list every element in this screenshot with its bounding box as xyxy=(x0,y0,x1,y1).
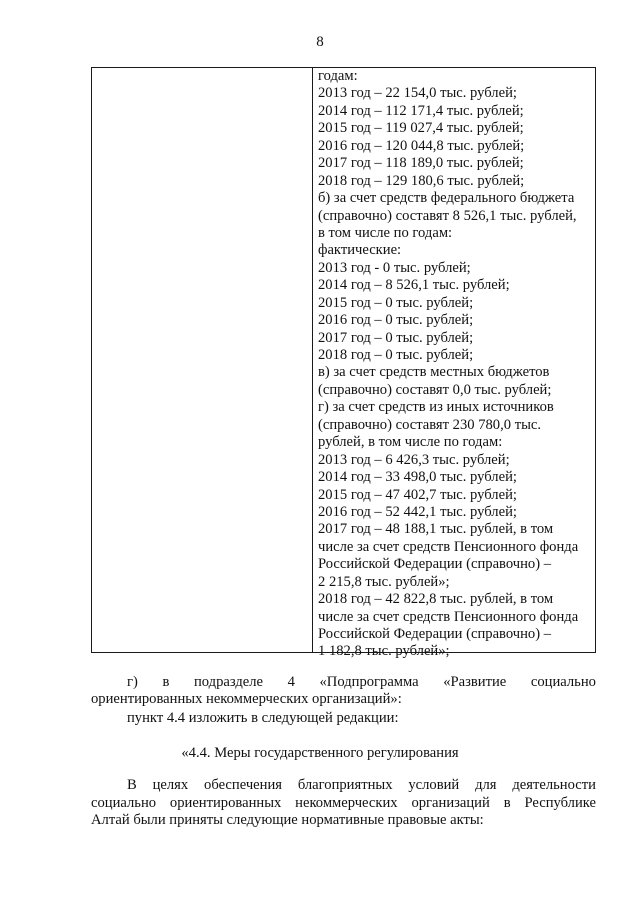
table-text-line: 2017 год – 0 тыс. рублей; xyxy=(318,329,474,346)
word: «Подпрограмма xyxy=(319,674,419,690)
table-text-line: годам: xyxy=(318,68,358,84)
table-text-line: в) за счет средств местных бюджетов xyxy=(318,364,550,381)
word: в xyxy=(503,794,511,811)
table-text-line: 2015 год – 119 027,4 тыс. рублей; xyxy=(318,120,524,137)
word: г) xyxy=(127,674,138,690)
table-text-line: б) за счет средств федерального бюджета xyxy=(318,190,575,207)
body-line-3: Алтай были приняты следующие нормативные правовые акты: xyxy=(91,812,484,828)
word: обеспечения xyxy=(204,777,282,793)
table-text-line: 2016 год – 120 044,8 тыс. рублей; xyxy=(318,137,525,154)
table-text-line: 2017 год – 48 188,1 тыс. рублей, в том xyxy=(318,521,554,538)
table-right-cell xyxy=(318,68,594,661)
table-text-line: (справочно) составят 8 526,1 тыс. рублей, xyxy=(318,207,577,224)
table-text-line: 2018 год – 42 822,8 тыс. рублей, в том xyxy=(318,591,554,608)
table-text-line: 1 182,8 тыс. рублей»; xyxy=(318,643,450,660)
amendment-line-2: ориентированных некоммерческих организаций»: xyxy=(91,691,402,707)
word: Республике xyxy=(524,794,596,811)
amendment-instruction: пункт 4.4 изложить в следующей редакции: xyxy=(127,710,399,726)
table-text-line: 2014 год – 33 498,0 тыс. рублей; xyxy=(318,469,517,486)
word: организаций xyxy=(411,794,490,811)
word: социально xyxy=(530,674,596,690)
table-text-line: 2016 год – 0 тыс. рублей; xyxy=(318,312,474,329)
table-text-line: г) за счет средств из иных источников xyxy=(318,399,554,416)
table-text-line: рублей, в том числе по годам: xyxy=(318,434,503,451)
table-text-line: 2014 год – 112 171,4 тыс. рублей; xyxy=(318,102,524,119)
word: «Развитие xyxy=(443,674,507,690)
table-text-line: 2015 год – 47 402,7 тыс. рублей; xyxy=(318,486,517,503)
body-line-1 xyxy=(91,777,596,795)
word: В xyxy=(127,777,137,793)
word: социально xyxy=(91,794,157,811)
table-text-line: 2014 год – 8 526,1 тыс. рублей; xyxy=(318,277,510,294)
table-text-line: 2 215,8 тыс. рублей»; xyxy=(318,573,450,590)
section-heading: «4.4. Меры государственного регулирования xyxy=(181,745,459,761)
table-text-line: 2015 год – 0 тыс. рублей; xyxy=(318,294,474,311)
page-number: 8 xyxy=(316,34,324,50)
table-text-line: Российской Федерации (справочно) – xyxy=(318,626,552,642)
funding-table xyxy=(91,67,596,660)
word: благоприятных xyxy=(297,777,393,793)
table-text-line: фактические: xyxy=(318,242,402,259)
table-text-line: 2013 год – 6 426,3 тыс. рублей; xyxy=(318,451,510,468)
body-paragraph xyxy=(91,777,596,830)
table-left-cell xyxy=(92,68,312,652)
word: целях xyxy=(152,777,189,793)
amendment-paragraph xyxy=(91,674,596,708)
word: некоммерческих xyxy=(295,794,398,811)
table-text-line: (справочно) составят 0,0 тыс. рублей; xyxy=(318,381,552,398)
word: подразделе xyxy=(193,674,264,690)
word: условий xyxy=(408,777,460,793)
table-text-line: 2016 год – 52 442,1 тыс. рублей; xyxy=(318,503,517,520)
table-text-line: 2013 год - 0 тыс. рублей; xyxy=(318,259,471,276)
table-text-line: (справочно) составят 230 780,0 тыс. xyxy=(318,416,542,433)
word: в xyxy=(162,674,170,690)
table-text-line: 2018 год – 0 тыс. рублей; xyxy=(318,347,474,363)
word: для xyxy=(475,777,497,793)
word: 4 xyxy=(287,674,295,690)
table-text-line: 2017 год – 118 189,0 тыс. рублей; xyxy=(318,155,524,172)
table-text-line: числе за счет средств Пенсионного фонда xyxy=(318,608,579,625)
amendment-line-1 xyxy=(91,674,596,691)
table-text-line: 2013 год – 22 154,0 тыс. рублей; xyxy=(318,85,517,102)
word: ориентированных xyxy=(169,794,282,811)
table-column-divider xyxy=(312,68,313,652)
table-text-line: в том числе по годам: xyxy=(318,224,453,241)
word: деятельности xyxy=(512,777,596,793)
body-line-2 xyxy=(91,795,596,813)
table-text-line: Российской Федерации (справочно) – xyxy=(318,556,552,573)
table-text-line: 2018 год – 129 180,6 тыс. рублей; xyxy=(318,172,525,189)
table-text-line: числе за счет средств Пенсионного фонда xyxy=(318,538,579,555)
